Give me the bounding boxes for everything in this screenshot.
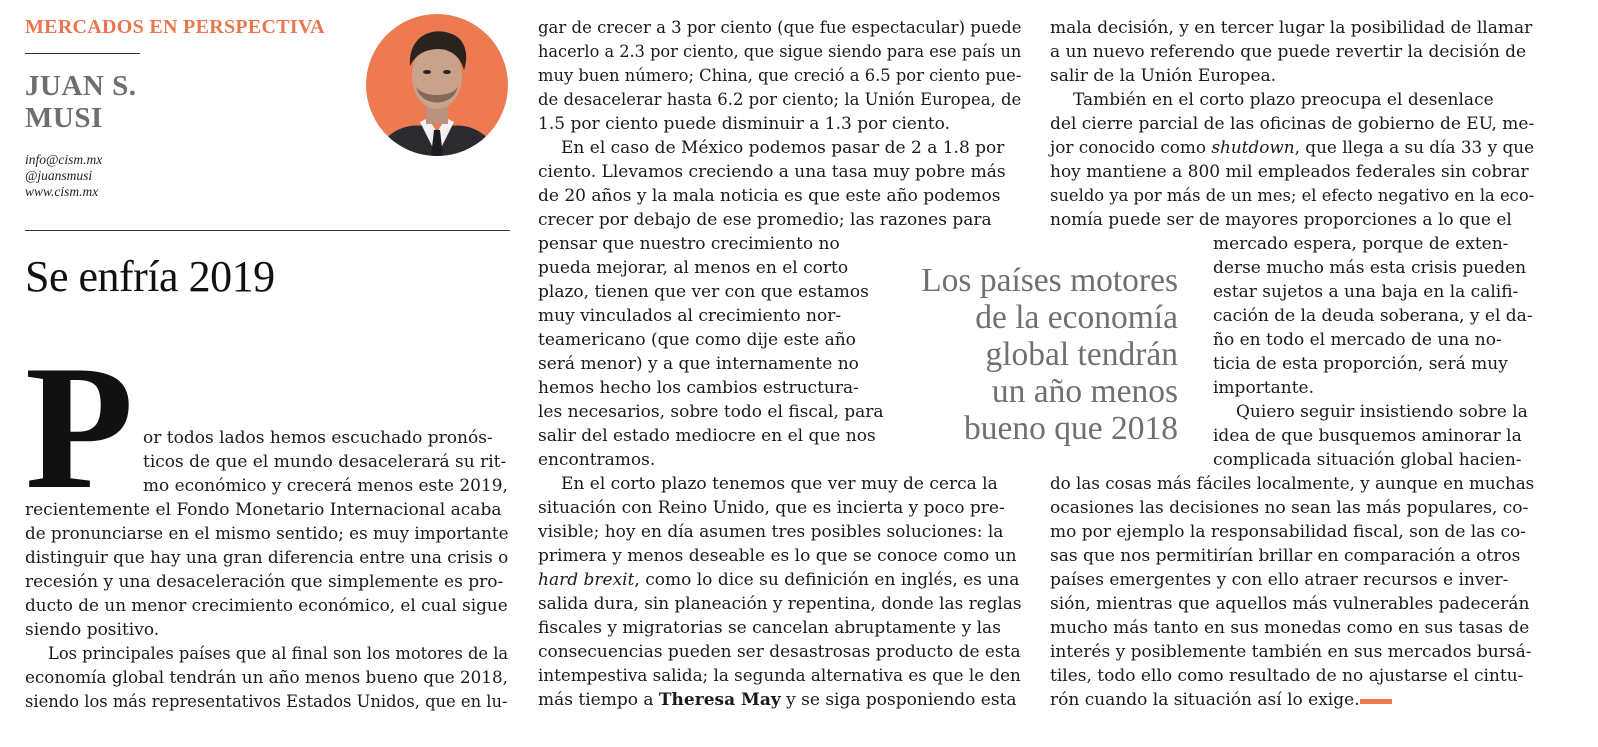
body-line: En el corto plazo tenemos que ver muy de cerca la [561, 474, 998, 494]
body-line: mo económico y crecerá menos este 2019, [143, 476, 508, 496]
body-line: salir del estado mediocre en el que nos [538, 426, 876, 446]
body-line: mucho más tanto en sus monedas como en sus tasas de [1050, 618, 1530, 638]
body-line: recesión y una desaceleración que simplemente es pro- [25, 572, 504, 592]
body-line: de pronunciarse en el mismo sentido; es muy importante [25, 524, 509, 544]
body-line: muy buen número; China, que creció a 6.5 por ciento pue- [538, 66, 1022, 86]
body-line: visible; hoy en día asumen tres posibles soluciones: la [538, 522, 1004, 542]
body-line: sueldo ya por más de un mes; el efecto negativo en la eco- [1050, 186, 1535, 206]
title-divider [25, 230, 510, 231]
body-line: distinguir que hay una gran diferencia entre una crisis o [25, 548, 509, 568]
body-line: crecer por debajo de ese promedio; las razones para [538, 210, 992, 230]
body-line: ticia de esta proporción, será muy [1213, 354, 1508, 374]
author-name [25, 70, 136, 134]
body-line: siendo positivo. [25, 620, 160, 640]
body-line: ciento. Llevamos creciendo a una tasa muy pobre más [538, 162, 1006, 182]
body-line: del cierre parcial de las oficinas de gobierno de EU, me- [1050, 114, 1535, 134]
body-line: nomía puede ser de mayores proporciones a lo que el [1050, 210, 1512, 230]
body-line: primera y menos deseable es lo que se conoce como un [538, 546, 1017, 566]
body-line: estar sujetos a una baja en la califi- [1213, 282, 1519, 302]
body-line-text: , que llega a su día 33 y que [1294, 138, 1535, 158]
body-line-text: y se siga posponiendo esta [780, 690, 1017, 710]
body-line: plazo, tienen que ver con que estamos [538, 282, 869, 302]
body-line: hacerlo a 2.3 por ciento, que sigue siendo para ese país un [538, 42, 1022, 62]
body-line: gar de crecer a 3 por ciento (que fue espectacular) puede [538, 18, 1022, 38]
body-line: ocasiones las decisiones no sean las más populares, co- [1050, 498, 1529, 518]
author-first-name: JUAN S. [25, 70, 137, 102]
body-line: encontramos. [538, 450, 656, 470]
body-line: muy vinculados al crecimiento nor- [538, 306, 842, 326]
contact-email[interactable]: info@cism.mx [25, 152, 103, 167]
article-headline: Se enfría 2019 [25, 252, 275, 301]
body-line: hemos hecho los cambios estructura- [538, 378, 859, 398]
body-line [1050, 136, 1534, 160]
body-line: siendo los más representativos Estados Unidos, que en lu- [25, 692, 508, 712]
body-line: rón cuando la situación así lo exige. [1050, 690, 1360, 710]
author-last-name: MUSI [25, 102, 103, 134]
body-line: pensar que nuestro crecimiento no [538, 234, 840, 254]
body-line: or todos lados hemos escuchado pronós- [143, 428, 493, 448]
header-divider [25, 53, 140, 54]
body-line: tiles, todo ello como resultado de no ajustarse el cintu- [1050, 666, 1524, 686]
body-line: sión, mientras que aquellos más vulnerables padecerán [1050, 594, 1530, 614]
pull-quote-line: global tendrán [985, 336, 1178, 373]
body-line: complicada situación global hacien- [1213, 450, 1522, 470]
body-line: ducto de un menor crecimiento económico, el cual sigue [25, 596, 508, 616]
drop-cap: P [25, 328, 134, 526]
hard-brexit-term: hard brexit [538, 570, 635, 590]
body-line: economía global tendrán un año menos bueno que 2018, [25, 668, 508, 688]
body-line: intempestiva salida; la segunda alternativa es que le den [538, 666, 1021, 686]
body-line: mercado espera, porque de exten- [1213, 234, 1509, 254]
body-line: a un nuevo referendo que puede revertir la decisión de [1050, 42, 1527, 62]
body-line: salir de la Unión Europea. [1050, 66, 1277, 86]
body-line: Los principales países que al final son los motores de la [48, 644, 509, 664]
body-line [538, 568, 1019, 592]
body-line: importante. [1213, 378, 1315, 398]
body-line: sas que nos permitirían brillar en comparación a otros [1050, 546, 1521, 566]
body-line: hoy mantiene a 800 mil empleados federales sin cobrar [1050, 162, 1529, 182]
author-avatar [366, 14, 508, 156]
body-line: fiscales y migratorias se cancelan abruptamente y las [538, 618, 1001, 638]
section-label: MERCADOS EN PERSPECTIVA [25, 16, 325, 38]
body-line: pueda mejorar, al menos en el corto [538, 258, 849, 278]
body-line: situación con Reino Unido, que es incierta y poco pre- [538, 498, 1005, 518]
body-line: mo por ejemplo la responsabilidad fiscal, son de las co- [1050, 522, 1527, 542]
author-portrait-icon [366, 14, 508, 156]
body-line: de desacelerar hasta 6.2 por ciento; la Unión Europea, de [538, 90, 1022, 110]
pull-quote-line: un año menos [991, 373, 1178, 410]
pull-quote-line: bueno que 2018 [964, 410, 1178, 447]
body-line: derse mucho más esta crisis pueden [1213, 258, 1527, 278]
body-line: países emergentes y con ello atraer recursos e inver- [1050, 570, 1509, 590]
shutdown-term: shutdown [1211, 138, 1295, 158]
body-line: de 20 años y la mala noticia es que este año podemos [538, 186, 1001, 206]
body-line: También en el corto plazo preocupa el desenlace [1073, 90, 1494, 110]
body-line: 1.5 por ciento puede disminuir a 1.3 por ciento. [538, 114, 950, 134]
body-line: teamericano (que como dije este año [538, 330, 856, 350]
body-line: mala decisión, y en tercer lugar la posibilidad de llamar [1050, 18, 1533, 38]
body-line: será menor) y a que internamente no [538, 354, 859, 374]
body-line: En el caso de México podemos pasar de 2 a 1.8 por [561, 138, 1005, 158]
body-line: idea de que busquemos aminorar la [1213, 426, 1522, 446]
body-line [538, 688, 1017, 712]
body-line: do las cosas más fáciles localmente, y aunque en muchas [1050, 474, 1535, 494]
pull-quote-line: de la economía [975, 299, 1178, 336]
end-of-article-mark [1360, 699, 1392, 704]
author-contacts [25, 152, 102, 200]
body-line: les necesarios, sobre todo el fiscal, para [538, 402, 884, 422]
body-line-text: jor conocido como [1050, 138, 1212, 158]
body-line: recientemente el Fondo Monetario Internacional acaba [25, 500, 502, 520]
body-line-text: , como lo dice su definición en inglés, es una [634, 570, 1020, 590]
body-line: Quiero seguir insistiendo sobre la [1236, 402, 1528, 422]
body-line: salida dura, sin planeación y repentina, donde las reglas [538, 594, 1022, 614]
contact-website[interactable]: www.cism.mx [25, 184, 99, 199]
body-line: cación de la deuda soberana, y el da- [1213, 306, 1533, 326]
contact-twitter[interactable]: @juansmusi [25, 168, 93, 183]
pull-quote-line: Los países motores [921, 262, 1178, 299]
theresa-may-name: Theresa May [658, 690, 781, 710]
body-line-text: más tiempo a [538, 690, 659, 710]
body-line: interés y posiblemente también en sus mercados bursá- [1050, 642, 1532, 662]
body-line: consecuencias pueden ser desastrosas producto de esta [538, 642, 1021, 662]
body-line: ño en todo el mercado de una no- [1213, 330, 1502, 350]
body-line: ticos de que el mundo desacelerará su rit- [143, 452, 507, 472]
